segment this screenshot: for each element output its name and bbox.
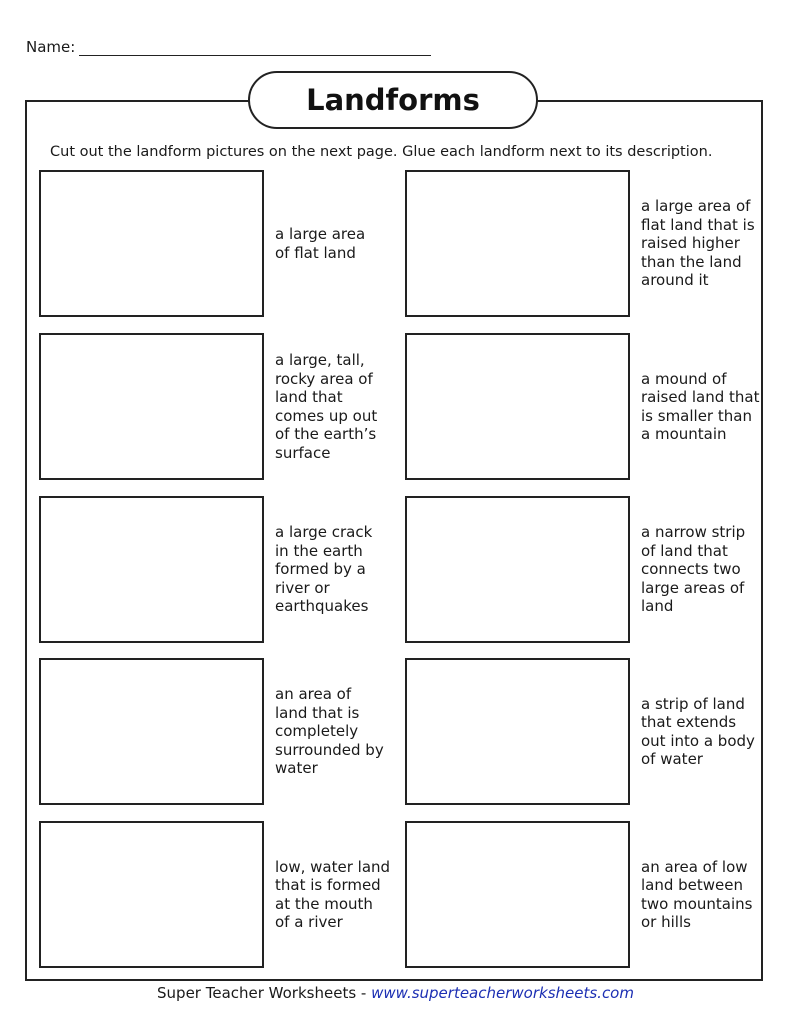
glue-box-left-1: [39, 170, 264, 317]
description-left-2: a large, tall, rocky area of land that comes up out of the earth’s surface: [275, 351, 378, 462]
description-right-4: a strip of land that extends out into a body of water: [641, 694, 755, 768]
description-left-1: a large area of flat land: [275, 225, 366, 262]
description-right-3: a narrow strip of land that connects two large areas of land: [641, 523, 746, 616]
footer: [0, 984, 791, 1002]
glue-box-right-5: [405, 821, 630, 968]
description-right-5: an area of low land between two mountains or hills: [641, 857, 753, 931]
description-left-4: an area of land that is completely surrounded by water: [275, 685, 384, 778]
instructions: Cut out the landform pictures on the next page. Glue each landform next to its description.: [50, 144, 713, 160]
description-left-3: a large crack in the earth formed by a river or earthquakes: [275, 523, 373, 616]
glue-box-right-4: [405, 658, 630, 805]
glue-box-right-1: [405, 170, 630, 317]
glue-box-left-5: [39, 821, 264, 968]
glue-box-left-3: [39, 496, 264, 643]
description-right-1: a large area of flat land that is raised higher than the land around it: [641, 197, 755, 290]
footer-url-link[interactable]: www.superteacherworksheets.com: [371, 984, 634, 1002]
name-label: Name:: [26, 38, 76, 56]
glue-box-right-2: [405, 333, 630, 480]
name-field-row: [26, 38, 431, 56]
footer-site-name: Super Teacher Worksheets -: [157, 984, 372, 1002]
name-line[interactable]: [79, 39, 431, 56]
glue-box-left-4: [39, 658, 264, 805]
description-left-5: low, water land that is formed at the mouth of a river: [275, 857, 391, 931]
worksheet-title: Landforms: [248, 71, 538, 129]
glue-box-left-2: [39, 333, 264, 480]
glue-box-right-3: [405, 496, 630, 643]
description-right-2: a mound of raised land that is smaller than a mountain: [641, 369, 760, 443]
